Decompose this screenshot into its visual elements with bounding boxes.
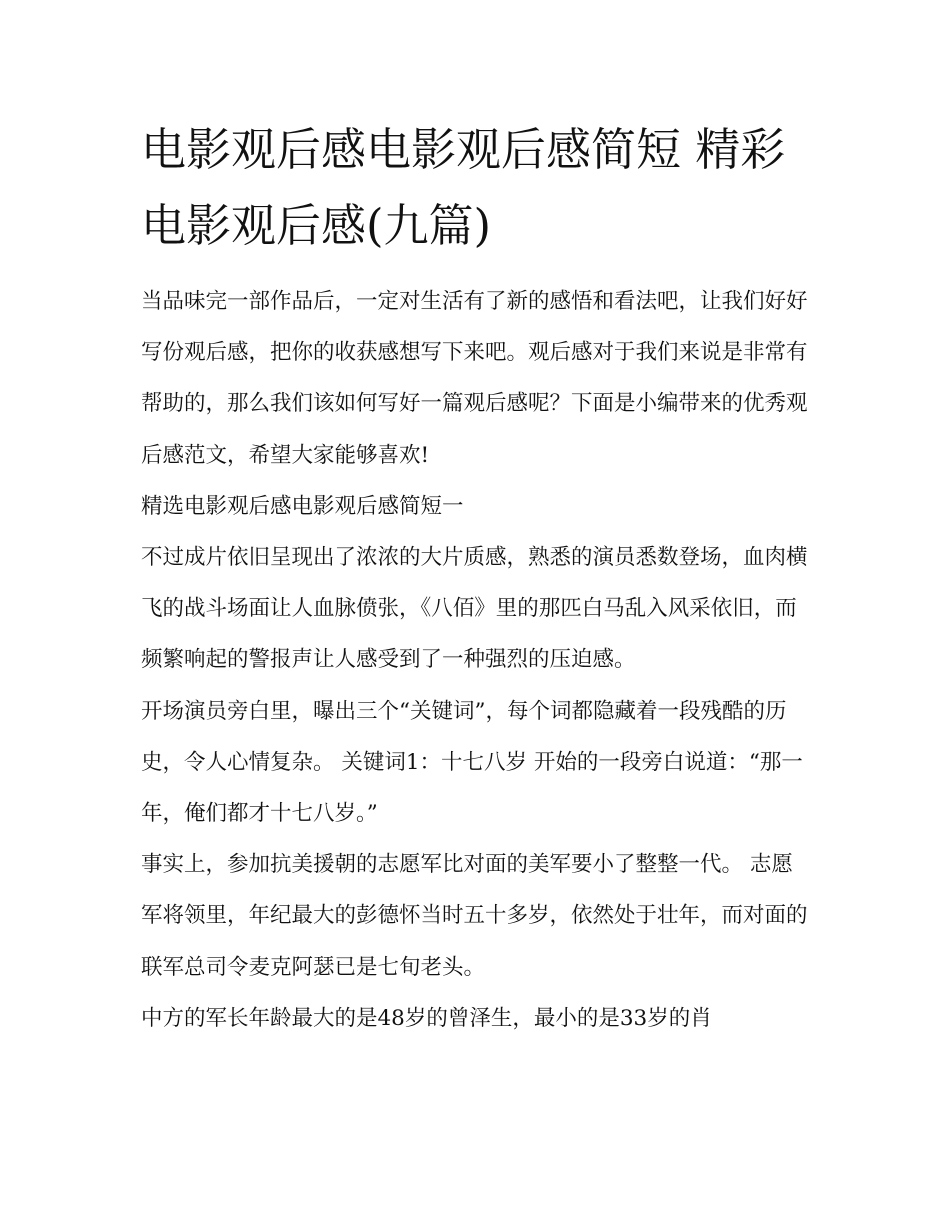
document-body xyxy=(141,276,811,1044)
paragraph: 不过成片依旧呈现出了浓浓的大片质感，熟悉的演员悉数登场，血肉横飞的战斗场面让人血脉偾张，《八佰》里的那匹白马乱入风采依旧，而频繁响起的警报声让人感受到了一种强烈的压迫感。 xyxy=(141,545,808,673)
paragraph: 开场演员旁白里，曝出三个“关键词”，每个词都隐藏着一段残酷的历史，令人心情复杂。 关键词1：十七八岁 开始的一段旁白说道：“那一年，俺们都才十七八岁。” xyxy=(141,698,803,827)
document-title: 电影观后感电影观后感简短 精彩电影观后感(九篇) xyxy=(141,123,786,252)
paragraph: 中方的军长年龄最大的是48岁的曾泽生，最小的是33岁的肖 xyxy=(141,1005,712,1031)
section-heading: 精选电影观后感电影观后感简短一 xyxy=(141,493,464,519)
paragraph-intro: 当品味完一部作品后，一定对生活有了新的感悟和看法吧，让我们好好写份观后感，把你的收获感想写下来吧。观后感对于我们来说是非常有帮助的，那么我们该如何写好一篇观后感呢？下面是小编带来的优秀观后感范文，希望大家能够喜欢! xyxy=(141,289,808,468)
paragraph: 事实上，参加抗美援朝的志愿军比对面的美军要小了整整一代。 志愿军将领里，年纪最大的彭德怀当时五十多岁，依然处于壮年，而对面的联军总司令麦克阿瑟已是七旬老头。 xyxy=(141,852,808,980)
